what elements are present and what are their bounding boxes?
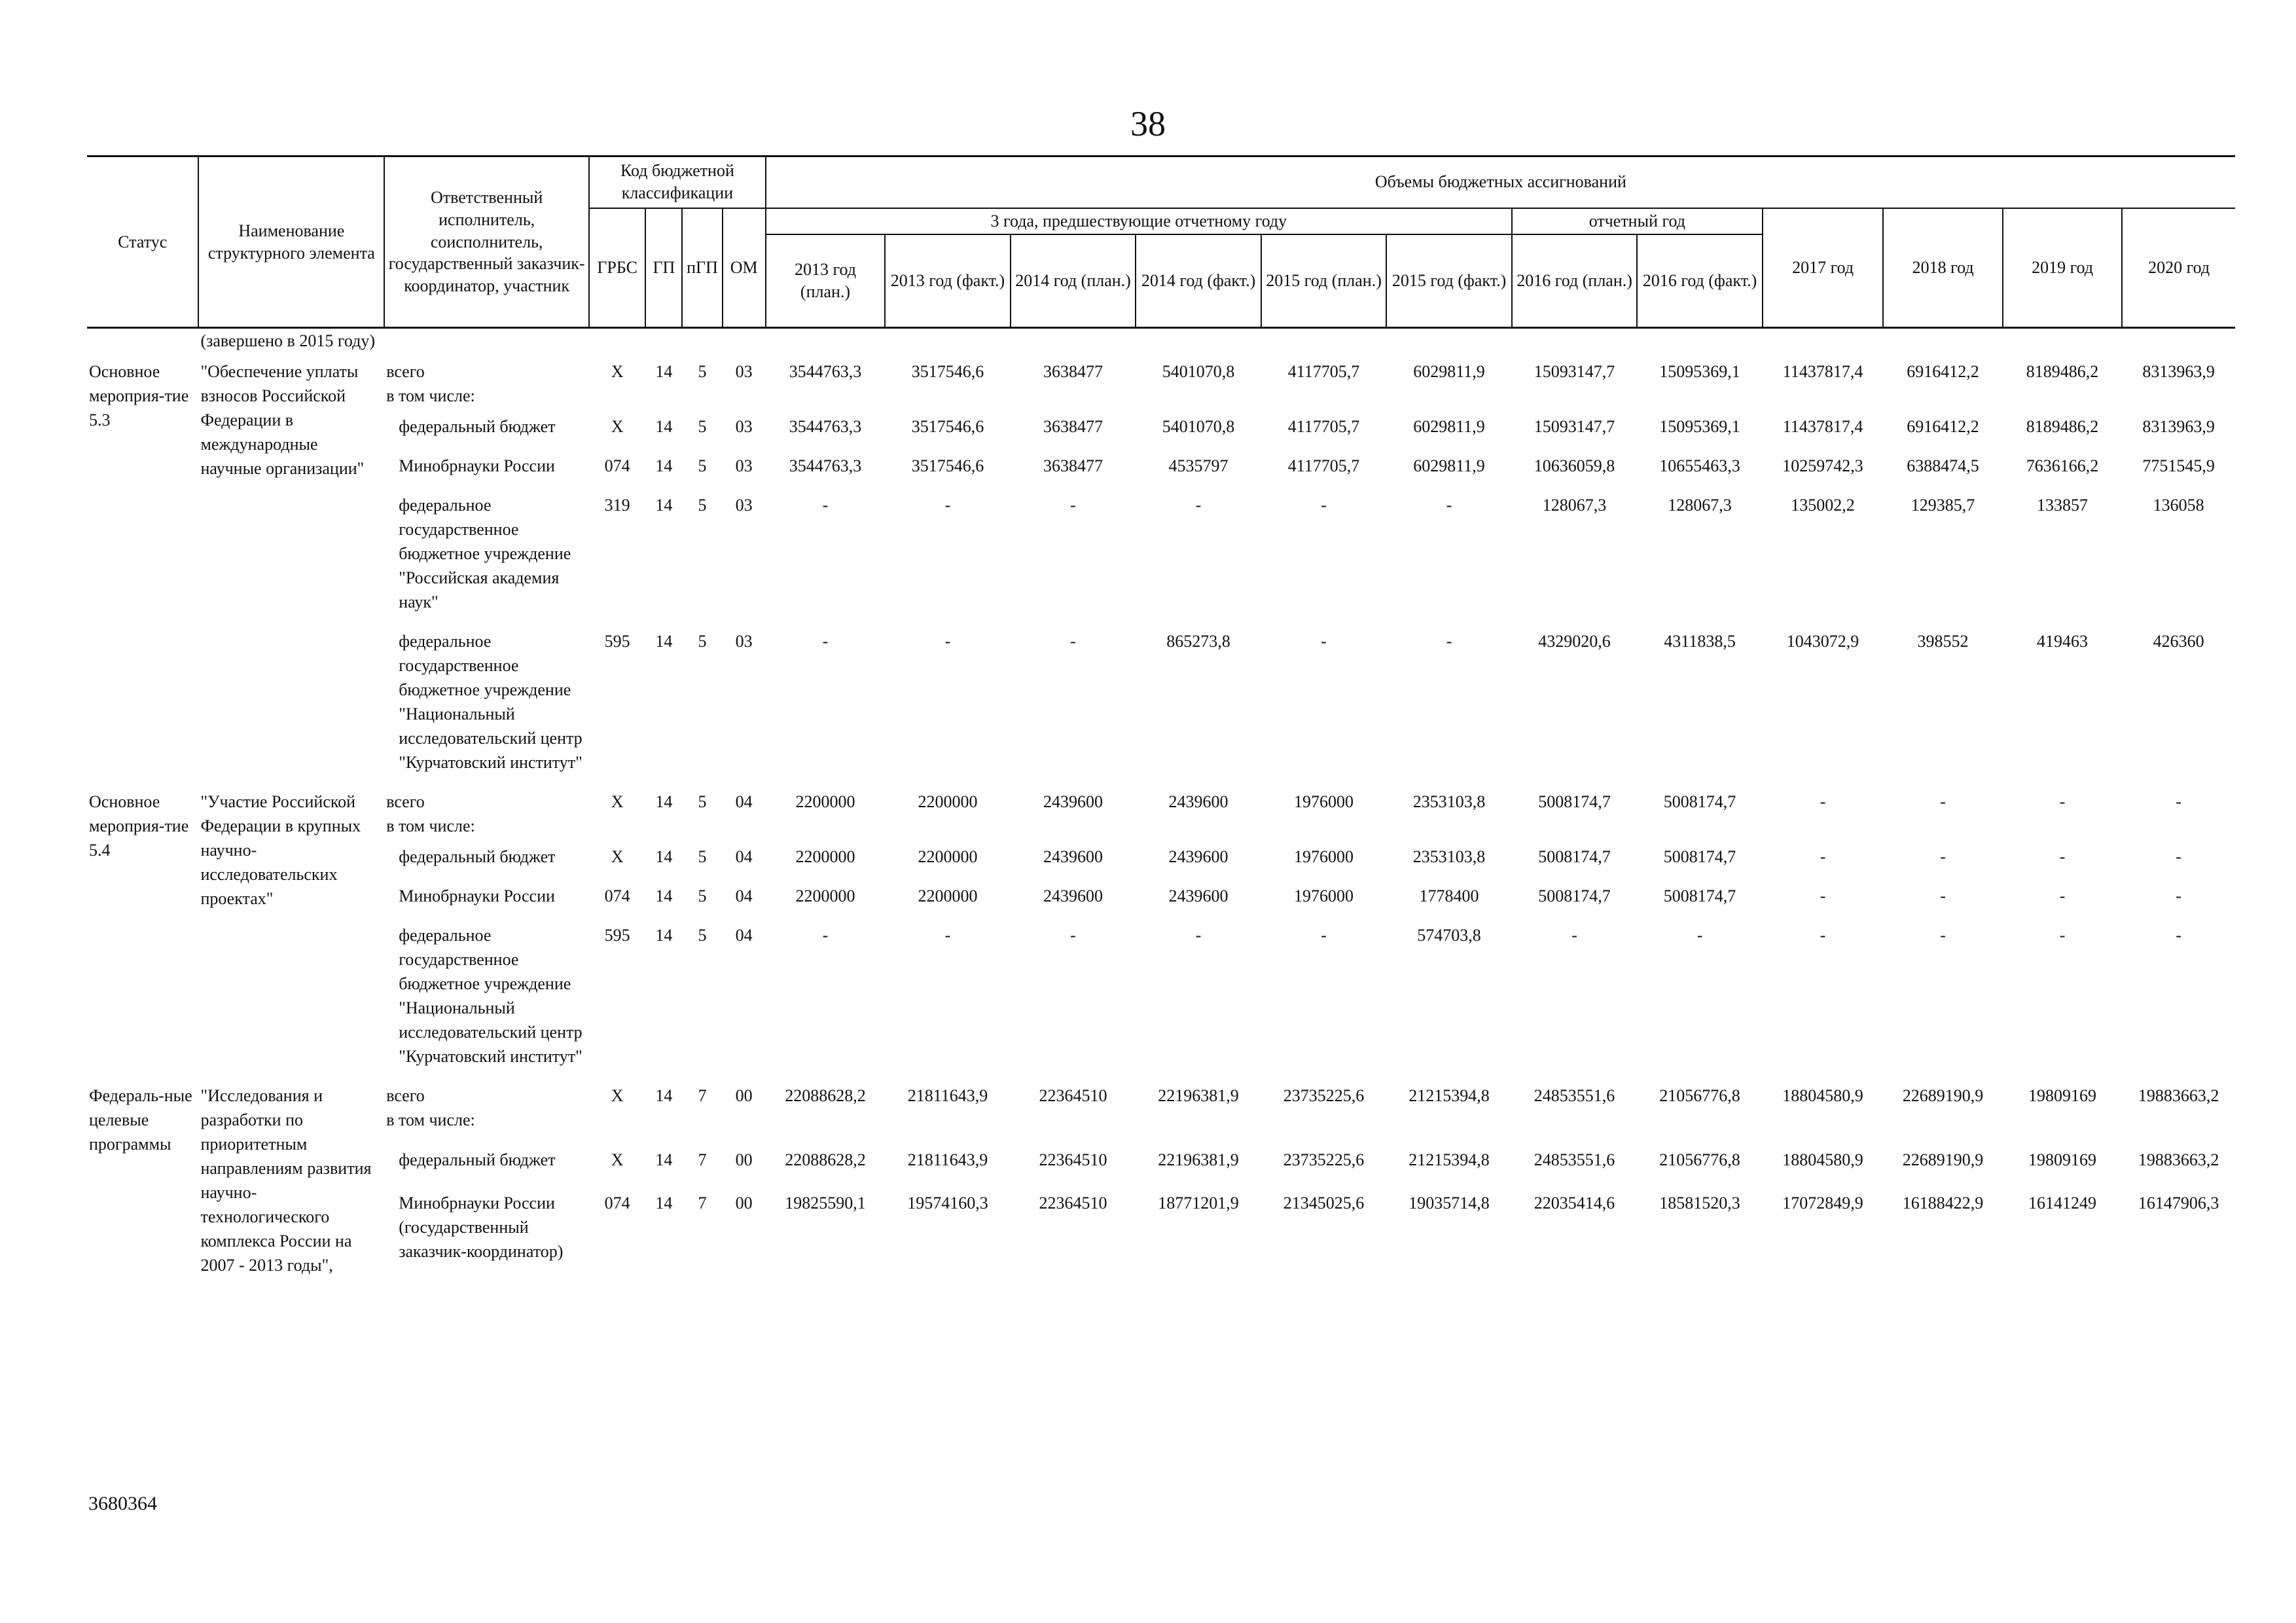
responsible-label: всего (386, 362, 425, 381)
code-om: 00 (735, 1086, 753, 1105)
value-cell: - (1195, 496, 1202, 515)
value-cell: 22088628,2 (785, 1150, 866, 1169)
code-om: 04 (735, 926, 753, 945)
header-year-2016-fact: 2016 год (факт.) (1637, 234, 1763, 328)
value-cell: 10636059,8 (1534, 456, 1615, 475)
header-allocations: Объемы бюджетных ассигнований (766, 156, 2235, 208)
row-responsible (384, 414, 589, 439)
value-cell: - (2059, 886, 2066, 905)
value-cell: 4311838,5 (1664, 632, 1736, 651)
header-year-2015-plan: 2015 год (план.) (1261, 234, 1387, 328)
value-cell: 2200000 (795, 886, 855, 905)
code-gp: 14 (655, 792, 673, 811)
value-cell: 398552 (1917, 632, 1969, 651)
value-cell: - (1820, 847, 1826, 866)
value-cell: 21215394,8 (1408, 1150, 1490, 1169)
value-cell: - (822, 496, 829, 515)
code-pgp: 5 (698, 792, 707, 811)
value-cell: 19883663,2 (2138, 1086, 2219, 1105)
value-cell: 4329020,6 (1538, 632, 1611, 651)
code-gp: 14 (655, 496, 673, 515)
value-cell: 17072849,9 (1782, 1194, 1863, 1213)
value-cell: 5008174,7 (1663, 792, 1736, 811)
responsible-label: федеральный бюджет (399, 1150, 556, 1169)
value-cell: 19809169 (2028, 1150, 2097, 1169)
header-report-year: отчетный год (1512, 208, 1763, 234)
value-cell: 22088628,2 (785, 1086, 866, 1105)
code-grbs: 074 (604, 456, 630, 475)
value-cell: 22364510 (1039, 1086, 1107, 1105)
value-cell: - (1820, 792, 1826, 811)
allocations-table (87, 329, 2235, 1292)
value-cell: 23735225,6 (1283, 1150, 1365, 1169)
value-cell: 865273,8 (1166, 632, 1230, 651)
value-cell: 19883663,2 (2138, 1150, 2219, 1169)
value-cell: 22364510 (1039, 1150, 1107, 1169)
value-cell: - (2059, 792, 2066, 811)
header-name: Наименование структурного элемента (198, 156, 384, 328)
code-gp: 14 (655, 362, 673, 381)
header-prev-years: 3 года, предшествующие отчетному году (766, 208, 1512, 234)
code-pgp: 7 (698, 1086, 707, 1105)
value-cell: 5008174,7 (1663, 847, 1736, 866)
header-year-2016-plan: 2016 год (план.) (1512, 234, 1638, 328)
code-om: 03 (735, 362, 753, 381)
header-year-2019: 2019 год (2003, 208, 2122, 328)
value-cell: 2439600 (1168, 792, 1229, 811)
value-cell: - (944, 926, 951, 945)
table-row (87, 1148, 2235, 1176)
value-cell: - (1446, 496, 1452, 515)
row-status: Федераль-ные целевые программы (89, 1086, 192, 1154)
header-status: Статус (87, 156, 198, 328)
table-row (87, 884, 2235, 908)
code-grbs: X (611, 1150, 624, 1169)
value-cell: - (1070, 632, 1076, 651)
value-cell: 2200000 (918, 847, 978, 866)
value-cell: - (1321, 496, 1327, 515)
responsible-label: Минобрнауки России (государственный заказчик-координатор) (399, 1194, 564, 1262)
header-table (87, 155, 2235, 329)
value-cell: 135002,2 (1791, 496, 1855, 515)
row-responsible (384, 845, 589, 869)
code-om: 03 (735, 417, 753, 436)
table-row (87, 1191, 2235, 1277)
header-year-2014-plan: 2014 год (план.) (1011, 234, 1136, 328)
value-cell: 18771201,9 (1158, 1194, 1239, 1213)
value-cell: 11437817,4 (1782, 362, 1863, 381)
value-cell: 3544763,3 (789, 417, 862, 436)
value-cell: 3517546,6 (911, 417, 984, 436)
header-code-gp: ГП (645, 208, 682, 328)
value-cell: - (2176, 886, 2181, 905)
value-cell: 136058 (2153, 496, 2204, 515)
code-grbs: 074 (604, 886, 630, 905)
value-cell: - (1820, 886, 1826, 905)
value-cell: 1976000 (1294, 847, 1354, 866)
header-year-2013-plan: 2013 год (план.) (766, 234, 885, 328)
row-status: Основное мероприя-тие 5.3 (89, 362, 189, 429)
value-cell: 21215394,8 (1408, 1086, 1490, 1105)
code-pgp: 5 (698, 632, 707, 651)
value-cell: - (1820, 926, 1826, 945)
value-cell: 5008174,7 (1538, 792, 1611, 811)
header-code-grbs: ГРБС (589, 208, 645, 328)
value-cell: 16188422,9 (1902, 1194, 1984, 1213)
code-gp: 14 (655, 417, 673, 436)
table-row (87, 414, 2235, 439)
row-responsible (384, 1191, 589, 1277)
code-grbs: 595 (604, 926, 630, 945)
value-cell: - (2176, 847, 2181, 866)
value-cell: 24853551,6 (1534, 1086, 1615, 1105)
value-cell: - (1940, 847, 1946, 866)
code-grbs: 319 (604, 496, 630, 515)
row-responsible (384, 1148, 589, 1176)
value-cell: 10655463,3 (1659, 456, 1740, 475)
value-cell: 21811643,9 (907, 1150, 988, 1169)
value-cell: 8313963,9 (2142, 362, 2215, 381)
value-cell: 128067,3 (1668, 496, 1732, 515)
value-cell: 5401070,8 (1162, 362, 1235, 381)
value-cell: 3517546,6 (911, 456, 984, 475)
value-cell: - (1446, 632, 1452, 651)
row-element-name: "Исследования и разработки по приоритетным направлениям развития научно-технологического комплекса России на 2007 - 2013 годы", (200, 1086, 372, 1275)
code-gp: 14 (655, 1150, 673, 1169)
value-cell: 11437817,4 (1782, 417, 1863, 436)
value-cell: 22689190,9 (1902, 1086, 1984, 1105)
row-responsible (384, 629, 589, 775)
value-cell: 6029811,9 (1413, 456, 1485, 475)
value-cell: - (1696, 926, 1703, 945)
value-cell: 4117705,7 (1287, 456, 1360, 475)
value-cell: 24853551,6 (1534, 1150, 1615, 1169)
code-om: 03 (735, 456, 753, 475)
value-cell: - (1940, 886, 1946, 905)
value-cell: 16141249 (2028, 1194, 2097, 1213)
value-cell: 5401070,8 (1162, 417, 1235, 436)
value-cell: 2200000 (795, 847, 855, 866)
row-status: Основное мероприя-тие 5.4 (89, 792, 189, 860)
value-cell: 2439600 (1043, 792, 1103, 811)
code-pgp: 5 (698, 417, 707, 436)
document-code: 3680364 (88, 1493, 157, 1514)
code-gp: 14 (655, 632, 673, 651)
value-cell: 2439600 (1168, 847, 1229, 866)
responsible-sublabel: в том числе: (386, 386, 475, 405)
header-year-2013-fact: 2013 год (факт.) (885, 234, 1011, 328)
value-cell: 1976000 (1294, 886, 1354, 905)
header-year-2015-fact: 2015 год (факт.) (1386, 234, 1512, 328)
table-row (87, 493, 2235, 614)
row-responsible (384, 359, 589, 408)
value-cell: - (2059, 847, 2066, 866)
code-om: 04 (735, 847, 753, 866)
value-cell: 2200000 (918, 886, 978, 905)
table-row (87, 359, 2235, 408)
code-pgp: 5 (698, 496, 707, 515)
value-cell: - (2059, 926, 2066, 945)
continuation-row (87, 329, 2235, 353)
value-cell: 2353103,8 (1412, 847, 1486, 866)
value-cell: 6029811,9 (1413, 362, 1485, 381)
header-responsible: Ответственный исполнитель, соисполнитель, государственный заказчик-координатор, участник (384, 156, 589, 328)
table-row (87, 454, 2235, 478)
value-cell: 22196381,9 (1158, 1150, 1239, 1169)
value-cell: 15095369,1 (1659, 362, 1740, 381)
value-cell: 21345025,6 (1283, 1194, 1365, 1213)
code-pgp: 5 (698, 362, 707, 381)
value-cell: - (2176, 926, 2181, 945)
code-pgp: 7 (698, 1150, 707, 1169)
header-code-pgp: пГП (682, 208, 722, 328)
table-row (87, 790, 2235, 838)
row-element-name: "Участие Российской Федерации в крупных научно-исследовательских проектах" (200, 792, 361, 908)
value-cell: - (944, 632, 951, 651)
row-responsible (384, 493, 589, 614)
table-row (87, 923, 2235, 1068)
value-cell: 3638477 (1043, 362, 1103, 381)
value-cell: - (944, 496, 951, 515)
header-year-2018: 2018 год (1883, 208, 2002, 328)
responsible-label: всего (386, 1086, 425, 1105)
value-cell: 19809169 (2028, 1086, 2097, 1105)
value-cell: 8313963,9 (2142, 417, 2215, 436)
value-cell: 7751545,9 (2142, 456, 2215, 475)
row-responsible (384, 454, 589, 478)
value-cell: 18804580,9 (1782, 1150, 1863, 1169)
responsible-label: федеральный бюджет (399, 847, 556, 866)
value-cell: 19574160,3 (907, 1194, 988, 1213)
code-pgp: 7 (698, 1194, 707, 1213)
code-gp: 14 (655, 847, 673, 866)
value-cell: 22689190,9 (1902, 1150, 1984, 1169)
code-gp: 14 (655, 1086, 673, 1105)
responsible-label: федеральный бюджет (399, 417, 556, 436)
value-cell: 419463 (2037, 632, 2089, 651)
value-cell: 2439600 (1043, 847, 1103, 866)
value-cell: 7636166,2 (2026, 456, 2099, 475)
code-grbs: 595 (604, 632, 630, 651)
value-cell: 574703,8 (1417, 926, 1481, 945)
code-gp: 14 (655, 926, 673, 945)
value-cell: 15095369,1 (1659, 417, 1740, 436)
value-cell: 128067,3 (1542, 496, 1607, 515)
value-cell: 6388474,5 (1907, 456, 1979, 475)
value-cell: 1976000 (1294, 792, 1354, 811)
value-cell: - (822, 632, 829, 651)
value-cell: - (1321, 632, 1327, 651)
code-om: 03 (735, 632, 753, 651)
table-row (87, 629, 2235, 775)
value-cell: 19035714,8 (1408, 1194, 1490, 1213)
responsible-label: Минобрнауки России (399, 456, 555, 475)
row-responsible (384, 923, 589, 1068)
value-cell: 5008174,7 (1663, 886, 1736, 905)
value-cell: 8189486,2 (2026, 362, 2099, 381)
code-gp: 14 (655, 456, 673, 475)
value-cell: - (1571, 926, 1577, 945)
code-om: 03 (735, 496, 753, 515)
value-cell: - (822, 926, 829, 945)
value-cell: 2353103,8 (1412, 792, 1486, 811)
value-cell: 3544763,3 (789, 456, 862, 475)
header-budget-code: Код бюджетной классификации (589, 156, 766, 208)
row-element-name: "Обеспечение уплаты взносов Российской Федерации в международные научные организации" (200, 362, 365, 478)
value-cell: - (1940, 926, 1946, 945)
table-row (87, 845, 2235, 869)
row-responsible (384, 1084, 589, 1141)
header-code-om: ОМ (723, 208, 766, 328)
value-cell: 16147906,3 (2138, 1194, 2219, 1213)
code-om: 00 (735, 1150, 753, 1169)
value-cell: 1778400 (1419, 886, 1479, 905)
responsible-label: федеральное государственное бюджетное учреждение "Национальный исследовательский центр "Курчатовский институт" (399, 632, 583, 772)
value-cell: 3517546,6 (911, 362, 984, 381)
value-cell: 2439600 (1043, 886, 1103, 905)
code-pgp: 5 (698, 926, 707, 945)
value-cell: 21811643,9 (907, 1086, 988, 1105)
value-cell: 4117705,7 (1287, 417, 1360, 436)
value-cell: 5008174,7 (1538, 847, 1611, 866)
code-pgp: 5 (698, 847, 707, 866)
code-pgp: 5 (698, 886, 707, 905)
value-cell: 133857 (2037, 496, 2089, 515)
code-gp: 14 (655, 886, 673, 905)
row-responsible (384, 790, 589, 838)
value-cell: - (1070, 496, 1076, 515)
page-number: 38 (1130, 104, 1166, 143)
responsible-sublabel: в том числе: (386, 816, 475, 835)
value-cell: 18804580,9 (1782, 1086, 1863, 1105)
value-cell: 21056776,8 (1659, 1150, 1740, 1169)
code-pgp: 5 (698, 456, 707, 475)
row-responsible (384, 884, 589, 908)
code-grbs: 074 (604, 1194, 630, 1213)
value-cell: 15093147,7 (1534, 362, 1615, 381)
value-cell: - (1195, 926, 1202, 945)
responsible-sublabel: в том числе: (386, 1110, 475, 1129)
value-cell: 22035414,6 (1534, 1194, 1615, 1213)
code-grbs: X (611, 1086, 624, 1105)
value-cell: 2439600 (1168, 886, 1229, 905)
code-grbs: X (611, 362, 624, 381)
responsible-label: федеральное государственное бюджетное учреждение "Российская академия наук" (399, 496, 571, 611)
value-cell: 23735225,6 (1283, 1086, 1365, 1105)
value-cell: 22364510 (1039, 1194, 1107, 1213)
value-cell: 129385,7 (1910, 496, 1975, 515)
code-grbs: X (611, 792, 624, 811)
value-cell: 19825590,1 (785, 1194, 866, 1213)
value-cell: - (1940, 792, 1946, 811)
responsible-label: федеральное государственное бюджетное учреждение "Национальный исследовательский центр "Курчатовский институт" (399, 926, 583, 1066)
value-cell: 22196381,9 (1158, 1086, 1239, 1105)
responsible-label: всего (386, 792, 425, 811)
value-cell: - (1070, 926, 1076, 945)
code-gp: 14 (655, 1194, 673, 1213)
value-cell: 4117705,7 (1287, 362, 1360, 381)
value-cell: 21056776,8 (1659, 1086, 1740, 1105)
continuation-note: (завершено в 2015 году) (200, 331, 375, 350)
value-cell: 6029811,9 (1413, 417, 1485, 436)
value-cell: 6916412,2 (1907, 417, 1979, 436)
value-cell: 6916412,2 (1907, 362, 1979, 381)
value-cell: 8189486,2 (2026, 417, 2099, 436)
value-cell: 3638477 (1043, 417, 1103, 436)
value-cell: 4535797 (1168, 456, 1229, 475)
code-om: 00 (735, 1194, 753, 1213)
value-cell: 2200000 (918, 792, 978, 811)
responsible-label: Минобрнауки России (399, 886, 555, 905)
value-cell: 10259742,3 (1782, 456, 1863, 475)
value-cell: 426360 (2153, 632, 2204, 651)
code-grbs: X (611, 847, 624, 866)
value-cell: - (2176, 792, 2181, 811)
value-cell: 18581520,3 (1659, 1194, 1740, 1213)
value-cell: - (1321, 926, 1327, 945)
value-cell: 15093147,7 (1534, 417, 1615, 436)
code-om: 04 (735, 886, 753, 905)
header-year-2014-fact: 2014 год (факт.) (1136, 234, 1261, 328)
value-cell: 2200000 (795, 792, 855, 811)
value-cell: 1043072,9 (1786, 632, 1859, 651)
table-row (87, 1084, 2235, 1141)
value-cell: 5008174,7 (1538, 886, 1611, 905)
code-grbs: X (611, 417, 624, 436)
value-cell: 3638477 (1043, 456, 1103, 475)
value-cell: 3544763,3 (789, 362, 862, 381)
code-om: 04 (735, 792, 753, 811)
header-year-2017: 2017 год (1763, 208, 1884, 328)
header-year-2020: 2020 год (2122, 208, 2235, 328)
